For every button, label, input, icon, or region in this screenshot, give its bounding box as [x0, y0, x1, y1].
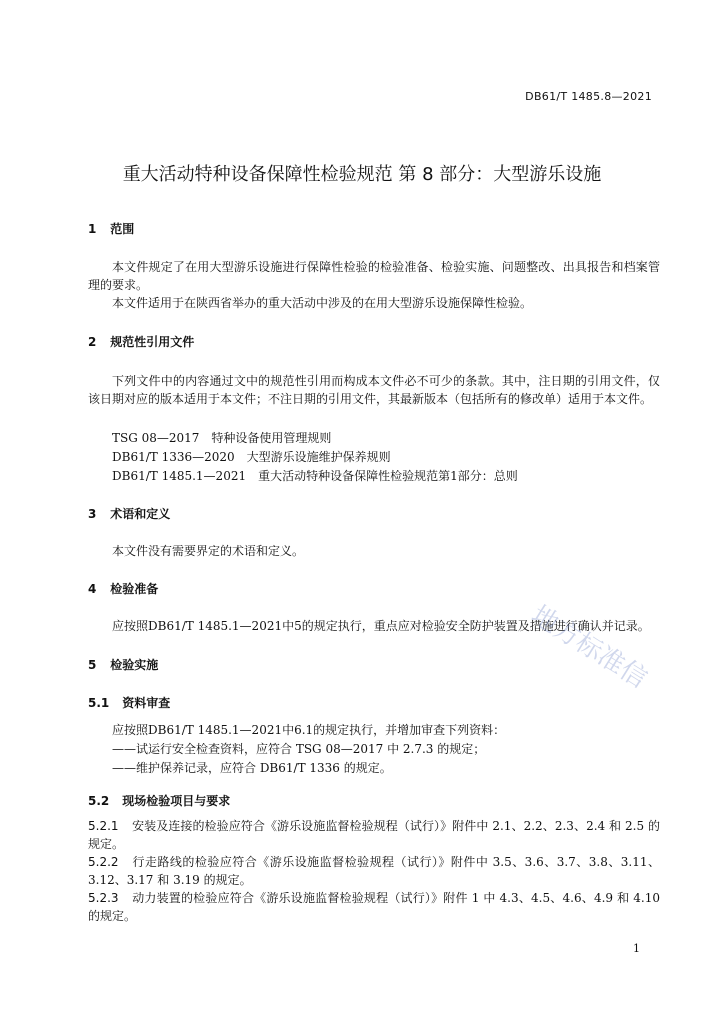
document-code: DB61/T 1485.8—2021 [525, 90, 652, 103]
section-5-1-paragraph-1: 应按照DB61/T 1485.1—2021中6.1的规定执行，并增加审查下列资料： [112, 723, 506, 737]
clause-text: 动力装置的检验应符合《游乐设施监督检验规程（试行）》附件 1 中 4.3、4.5、4.6、4.9 和 4.10 的规定。 [88, 891, 660, 923]
section-title: 资料审查 [122, 696, 171, 710]
section-4-heading [88, 580, 158, 597]
section-title: 规范性引用文件 [110, 335, 195, 349]
section-3-paragraph-1: 本文件没有需要界定的术语和定义。 [112, 544, 305, 558]
section-title: 术语和定义 [110, 507, 171, 521]
section-1-heading [88, 220, 134, 237]
section-number: 5 [88, 658, 97, 672]
section-2-heading [88, 333, 194, 350]
section-5-1-heading [88, 694, 170, 711]
reference-item: TSG 08—2017 特种设备使用管理规则 [112, 431, 332, 445]
section-title: 检验实施 [110, 658, 159, 672]
list-item: ——维护保养记录，应符合 DB61/T 1336 的规定。 [112, 761, 392, 775]
document-title: 重大活动特种设备保障性检验规范 第 8 部分：大型游乐设施 [122, 164, 602, 185]
section-title: 检验准备 [110, 582, 159, 596]
section-3-heading [88, 505, 170, 522]
section-number: 4 [88, 582, 97, 596]
section-number: 5.1 [88, 696, 110, 710]
section-number: 2 [88, 335, 97, 349]
section-title: 现场检验项目与要求 [122, 794, 231, 808]
clause-number: 5.2.2 [88, 855, 119, 869]
clause-5-2-1 [88, 817, 660, 853]
section-4-paragraph-1: 应按照DB61/T 1485.1—2021中5的规定执行，重点应对检验安全防护装置及措施进行确认并记录。 [112, 619, 650, 633]
watermark: 地方标准信 [525, 600, 653, 695]
section-number: 1 [88, 222, 97, 236]
section-5-2-heading [88, 792, 230, 809]
clause-number: 5.2.1 [88, 819, 119, 833]
section-number: 3 [88, 507, 97, 521]
section-1-paragraph-2: 本文件适用于在陕西省举办的重大活动中涉及的在用大型游乐设施保障性检验。 [112, 296, 533, 310]
clause-text: 安装及连接的检验应符合《游乐设施监督检验规程（试行）》附件中 2.1、2.2、2.3、2.4 和 2.5 的规定。 [88, 819, 660, 851]
section-1-paragraph-1: 本文件规定了在用大型游乐设施进行保障性检验的检验准备、检验实施、问题整改、出具报告和档案管理的要求。 [88, 260, 660, 292]
section-2-paragraph-1: 下列文件中的内容通过文中的规范性引用而构成本文件必不可少的条款。其中，注日期的引用文件，仅该日期对应的版本适用于本文件；不注日期的引用文件，其最新版本（包括所有的修改单）适用于本文件。 [88, 374, 660, 406]
reference-item: DB61/T 1336—2020 大型游乐设施维护保养规则 [112, 450, 391, 464]
clause-number: 5.2.3 [88, 891, 119, 905]
page-number: 1 [633, 942, 640, 955]
list-item: ——试运行安全检查资料，应符合 TSG 08—2017 中 2.7.3 的规定； [112, 742, 486, 756]
clause-5-2-2 [88, 853, 660, 889]
clause-5-2-3 [88, 889, 660, 925]
clause-text: 行走路线的检验应符合《游乐设施监督检验规程（试行）》附件中 3.5、3.6、3.7、3.8、3.11、3.12、3.17 和 3.19 的规定。 [88, 855, 660, 887]
section-number: 5.2 [88, 794, 110, 808]
section-5-heading [88, 656, 158, 673]
reference-item: DB61/T 1485.1—2021 重大活动特种设备保障性检验规范第1部分：总则 [112, 469, 518, 483]
section-title: 范围 [110, 222, 135, 236]
